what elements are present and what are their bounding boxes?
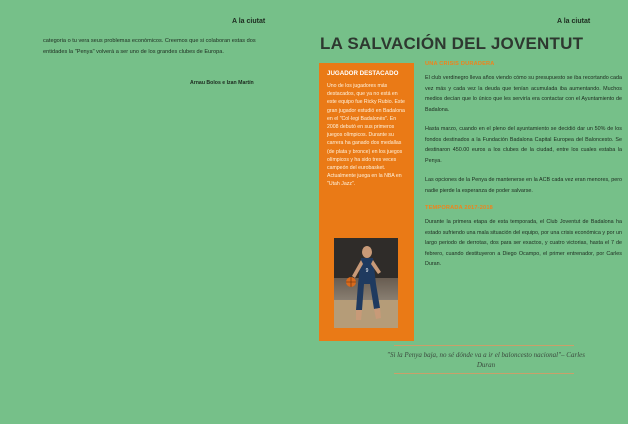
sidebar-title: JUGADOR DESTACADO — [327, 70, 399, 77]
featured-player-box — [319, 63, 414, 341]
quote-rule-top — [394, 345, 574, 346]
section-heading: TEMPORADA 2017-2018 — [425, 205, 493, 211]
article-title: LA SALVACIÓN DEL JOVENTUT — [320, 34, 584, 53]
paragraph: El club verdinegro lleva años viendo cómo su presupuesto se iba recortando cada vez más y cada vez la deuda que tenían acumulada iba aumentando. Muchos medios decían que lo único que les serviría era contactar con el Ayuntamiento de Badalona. — [425, 75, 622, 113]
left-page — [0, 0, 300, 424]
article-column — [425, 61, 622, 279]
section-heading: UNA CRISIS DURADERA — [425, 61, 495, 67]
basketball-player-photo — [334, 238, 398, 328]
quote-rule-bottom — [394, 373, 574, 374]
right-page — [314, 0, 628, 424]
sidebar-text: Uno de los jugadores más destacados, que ya no está en este equipo fue Ricky Rubio. Este gran jugador estudió en Badalona en el "Col·legi Badalonès". En 2008 debutó en sus primeros juegos olímpicos. Durante su carrera ha ganado dos medallas (de plata y bronce) en los juegos olímpicos y ha sido tres veces campeón del eurobasket. Actualmente juega en la NBA en "Utah Jazz". — [327, 83, 405, 188]
pull-quote: "Si la Penya baja, no sé dónde va a ir el baloncesto nacional"– Carles Duran — [387, 351, 585, 369]
article-author: Arnau Bolos e Izan Martín — [190, 80, 254, 86]
continued-text: categoria o tu vera seus problemas econòmicos. Creemos que si colaboran estas dos entidades la "Penya" volverá a ser uno de los grandes clubes de Europa. — [43, 38, 256, 55]
page-header: A la ciutat — [557, 18, 591, 25]
paragraph: Hasta marzo, cuando en el pleno del ayuntamiento se decidió dar un 50% de los fondos destinados a la Fundación Badalona Capital Europea del Baloncesto. Se destinaron 450.00 euros a los clubes de la ciudad, entre los cuales estaba la Penya. — [425, 126, 622, 164]
paragraph: Durante la primera etapa de esta temporada, el Club Joventut de Badalona ha estado sufriendo una mala situación del equipo, por una crisis económica y por un largo periodo de derrotas, dos para ser exactos, y cuatro victorias, hasta el 7 de febrero, cuando destituyeron a Diego Ocampo, el primer entrenador, por Carles Duran. — [425, 219, 622, 267]
page-header: A la ciutat — [232, 18, 266, 25]
paragraph: Las opciones de la Penya de mantenerse en la ACB cada vez eran menores, pero nadie pierde la esperanza de poder salvarse. — [425, 177, 622, 194]
svg-text:9: 9 — [365, 268, 369, 274]
player-illustration — [334, 238, 398, 328]
